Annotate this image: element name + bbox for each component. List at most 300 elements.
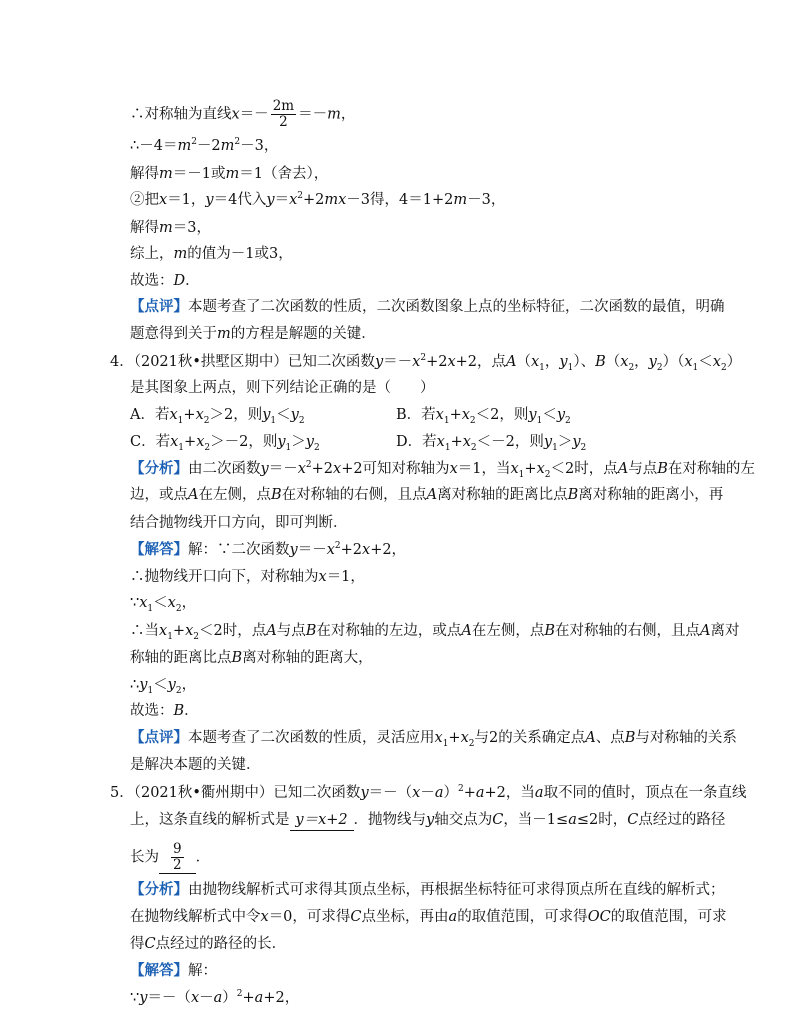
text-run: + (463, 785, 476, 801)
text-run: x (434, 730, 443, 746)
text-run: 长为 (130, 849, 159, 866)
text-run: y (426, 812, 435, 828)
text-run: 点坐标，再由 (361, 909, 449, 925)
superscript: 2 (457, 784, 464, 795)
text-run: 是其图象上两点，则下列结论正确的是（ ） (130, 380, 435, 396)
text-run: mx (324, 192, 347, 208)
subscript: 1 (177, 415, 184, 426)
fraction-denominator: 2 (271, 114, 296, 130)
text-run: m (225, 166, 240, 182)
text-run: C (492, 812, 504, 828)
text-run: ＝3， (172, 220, 211, 236)
text-run: x (326, 542, 335, 558)
section-tag: 【解答】 (130, 541, 188, 558)
text-run: +2，点 (455, 354, 506, 370)
text-run: y (139, 677, 148, 693)
text-run: B (270, 487, 282, 503)
text-run: 的取值范围，可求得 (457, 909, 588, 925)
text-run: x (170, 434, 179, 450)
answer-line (130, 648, 373, 668)
analysis-line (130, 880, 725, 900)
text-run: 故选： (130, 273, 174, 289)
text-run: y (289, 542, 298, 558)
text-run: y (260, 461, 269, 477)
subscript: 2 (656, 362, 663, 373)
text-run: x (297, 461, 306, 477)
text-run: y (205, 192, 214, 208)
text-run: C (627, 812, 639, 828)
subscript: 2 (580, 442, 587, 453)
text-run: － (420, 785, 435, 801)
fraction-denominator: 2 (173, 857, 182, 873)
text-run: 解：∵二次函数 (188, 542, 290, 558)
subscript: 2 (193, 631, 199, 642)
text-run: ＝－ (268, 461, 298, 477)
text-run: y (374, 354, 384, 370)
text-run: x (510, 461, 519, 477)
subscript: 2 (720, 362, 727, 373)
text-run: ∴当 (130, 623, 159, 639)
text-run: 在对称轴的左 (667, 461, 755, 477)
text-run: ＝0，可求得 (268, 909, 351, 925)
text-run: x (449, 461, 458, 477)
text-run: 点经过的路径 (638, 812, 726, 828)
text-run: OC (587, 909, 611, 925)
text-run: y (290, 407, 299, 423)
text-run: x (190, 990, 200, 1006)
solution-line (130, 244, 293, 264)
text-run: 由抛物线解析式可求得其顶点坐标，再根据坐标特征可求得顶点所在直线的解析式； (188, 882, 725, 898)
text-run: a (254, 990, 264, 1006)
subscript: 2 (313, 442, 320, 453)
text-run: ＜－2，则 (476, 434, 544, 450)
text-run: x (530, 354, 540, 370)
answer-line (130, 701, 199, 721)
text-run: ＝ (274, 192, 290, 208)
text-run: 轴交点为 (434, 812, 493, 828)
text-run: ＝－ (298, 106, 328, 123)
text-run: m (173, 246, 188, 262)
comment-line (130, 755, 261, 775)
text-run: 在对称轴的左边，或点 (316, 623, 462, 639)
subscript: 1 (692, 362, 699, 373)
option-b (396, 405, 571, 425)
option-a (130, 405, 305, 425)
text-run: x (435, 407, 444, 423)
comment-line (130, 728, 737, 748)
text-run: B (595, 354, 606, 370)
text-run: A (700, 623, 711, 639)
answer-line (130, 593, 196, 613)
text-run: ＝1，当 (457, 461, 511, 477)
text-run: B (544, 623, 556, 639)
subscript: 1 (539, 362, 545, 373)
text-run: a (434, 785, 444, 801)
text-run: a (534, 785, 544, 801)
text-run: a (568, 812, 577, 828)
text-run: x (536, 461, 545, 477)
text-run: m (327, 106, 341, 123)
text-run: x (460, 730, 469, 746)
text-run: + (450, 434, 463, 450)
text-run: B (305, 623, 317, 639)
subscript: 1 (444, 442, 451, 453)
text-run: y (167, 677, 176, 693)
superscript: 2 (305, 460, 312, 471)
superscript: 2 (191, 137, 197, 148)
subscript: 2 (298, 415, 305, 426)
text-run: ＜ (153, 595, 168, 611)
text-run: x (289, 192, 298, 208)
subscript: 2 (628, 362, 635, 373)
text-run: A (461, 623, 472, 639)
fraction-numerator: 9 (173, 841, 182, 857)
text-run: y (559, 354, 568, 370)
question-4-stem (130, 378, 435, 398)
text-run: B．若 (396, 407, 436, 423)
text-run: （ (605, 354, 621, 370)
text-run: x (712, 354, 721, 370)
text-run: A (617, 461, 629, 477)
text-run: ＝1， (326, 569, 365, 585)
subscript: 1 (518, 469, 525, 480)
subscript: 2 (175, 603, 182, 614)
text-run: －3， (240, 138, 279, 154)
text-run: B (231, 650, 243, 666)
text-run: ＜ (542, 407, 557, 423)
text-run: 本题考查了二次函数的性质，二次函数图象上点的坐标特征，二次函数的最值，明确 (188, 299, 725, 315)
text-run: ＜2，则 (475, 407, 529, 423)
text-run: + (524, 461, 537, 477)
text-run: + (172, 623, 186, 639)
text-run: 与对称轴的关系 (635, 730, 737, 746)
text-run: a (448, 909, 458, 925)
text-run: ＞ (557, 434, 573, 450)
text-run: x (412, 785, 421, 801)
text-run: ， (181, 595, 197, 611)
text-run: ＝4代入 (213, 192, 267, 208)
text-run: ）（ (662, 354, 685, 370)
subscript: 1 (285, 442, 292, 453)
text-run: +2， (370, 542, 407, 558)
text-run: x (169, 407, 178, 423)
text-run: ＝－（ (147, 990, 191, 1006)
text-run: 题意得到关于 (130, 326, 217, 342)
text-run: 称轴的距离比点 (130, 650, 232, 666)
text-run: x (231, 106, 240, 123)
text-run: ＜ (276, 407, 291, 423)
text-run: x (318, 569, 327, 585)
text-run: x (461, 407, 470, 423)
text-run: x (620, 354, 629, 370)
text-run: 、点 (595, 730, 625, 746)
text-run: a (475, 785, 485, 801)
section-tag: 【点评】 (130, 298, 188, 315)
text-run: 在抛物线解析式中令 (130, 909, 261, 925)
text-run: x (684, 354, 693, 370)
text-run: ，当－1≤ (503, 812, 569, 828)
text-run: 上，这条直线的解析式是 (130, 812, 290, 828)
text-run: m (220, 138, 235, 154)
text-run: ＞2，则 (209, 407, 263, 423)
subscript: 1 (167, 631, 173, 642)
text-run: ∵ (130, 990, 140, 1006)
subscript: 1 (442, 738, 449, 749)
text-run: ） (443, 785, 458, 801)
text-run: x (333, 461, 342, 477)
text-run: 解： (188, 963, 217, 979)
section-tag: 【分析】 (130, 460, 188, 477)
text-run: m (453, 192, 468, 208)
text-run: m (177, 138, 192, 154)
section-tag: 【解答】 (130, 962, 188, 979)
text-run: 点经过的路径的长． (155, 936, 287, 952)
subscript: 2 (565, 415, 571, 426)
answer-line (130, 675, 196, 695)
superscript: 2 (420, 353, 427, 364)
text-run: x (159, 623, 168, 639)
text-run: 离对称轴的距离小，再 (578, 487, 724, 503)
text-run: 解得 (130, 220, 159, 236)
text-run: A (266, 623, 277, 639)
text-run: +2 (311, 461, 333, 477)
text-run: ． (195, 849, 211, 866)
text-run: D．若 (396, 434, 437, 450)
text-run: ， (544, 354, 560, 370)
solution-line (130, 271, 200, 291)
text-run: y (305, 434, 314, 450)
text-run: y (360, 785, 369, 801)
text-run: 在左侧，点 (471, 623, 545, 639)
text-run: a (213, 990, 223, 1006)
text-run: ＝－1或 (172, 166, 226, 182)
text-run: 的方程是解题的关键． (230, 326, 376, 342)
text-run: 是解决本题的关键． (130, 757, 261, 773)
text-run: +2 (426, 354, 448, 370)
solution-line (130, 136, 278, 156)
text-run: ）、 (573, 354, 596, 370)
text-run: m (217, 326, 231, 342)
answer-blank (159, 842, 196, 874)
text-run: 边，或点 (130, 487, 188, 503)
text-run: 本题考查了二次函数的性质，灵活应用 (188, 730, 435, 746)
answer-blank: y＝x+2 (290, 810, 354, 831)
text-run: A．若 (130, 407, 170, 423)
text-run: 得 (130, 936, 145, 952)
subscript: 2 (175, 685, 182, 696)
analysis-line (130, 934, 286, 954)
text-run: B (624, 730, 636, 746)
text-run: ） (726, 354, 742, 370)
text-run: 综上， (130, 246, 174, 262)
text-run: 取不同的值时，顶点在一条直线 (543, 785, 747, 801)
subscript: 1 (270, 415, 277, 426)
text-run: 与点 (628, 461, 658, 477)
text-run: +2，当 (484, 785, 535, 801)
text-run: ＝－ (383, 354, 413, 370)
text-run: ＝1， (167, 192, 206, 208)
text-run: 在左侧，点 (198, 487, 271, 503)
text-run: A (585, 730, 596, 746)
answer-line (130, 961, 217, 981)
text-run: ＞－2，则 (210, 434, 278, 450)
text-run: ≤2时， (576, 812, 628, 828)
text-run: 的取值范围，可求 (610, 909, 727, 925)
subscript: 2 (469, 415, 476, 426)
text-run: m (159, 166, 173, 182)
text-run: ＝－ (297, 542, 327, 558)
text-run: y (543, 434, 553, 450)
option-d (396, 432, 586, 452)
comment-line (130, 324, 376, 344)
analysis-line (130, 513, 348, 533)
text-run: x (436, 434, 445, 450)
text-run: C (350, 909, 362, 925)
text-run: +2可知对称轴为 (341, 461, 450, 477)
subscript: 2 (204, 442, 211, 453)
text-run: + (448, 730, 461, 746)
subscript: 1 (443, 415, 450, 426)
fraction (171, 842, 184, 873)
text-run: y (528, 407, 537, 423)
text-run: ＞ (291, 434, 306, 450)
text-run: 的值为－1或3， (187, 246, 293, 262)
solution-line (130, 99, 355, 130)
fraction (271, 99, 296, 130)
text-run: + (242, 990, 255, 1006)
text-run: x (159, 192, 168, 208)
text-run: 结合抛物线开口方向，即可判断． (130, 515, 348, 531)
section-tag: 【点评】 (130, 729, 188, 746)
question-5-stem (110, 783, 747, 803)
text-run: A (506, 354, 517, 370)
text-run: 解得 (130, 166, 159, 182)
option-c (130, 432, 320, 452)
superscript: 2 (236, 989, 243, 1000)
text-run: +2， (263, 990, 300, 1006)
text-run: ②把 (130, 192, 159, 208)
text-run: +2 (302, 192, 325, 208)
text-run: ．抛物线与 (353, 812, 426, 828)
subscript: 2 (470, 442, 477, 453)
analysis-line (130, 485, 723, 505)
text-run: －2 (196, 138, 221, 154)
text-run: y (556, 407, 566, 423)
question-5-stem (130, 810, 725, 831)
subscript: 2 (468, 738, 475, 749)
text-run: + (449, 407, 462, 423)
solution-line (130, 190, 505, 210)
subscript: 1 (552, 442, 558, 453)
solution-line (130, 218, 211, 238)
text-run: m (159, 220, 173, 236)
comment-line (130, 297, 725, 317)
text-run: B (567, 487, 579, 503)
subscript: 1 (147, 603, 154, 614)
text-run: 在对称轴的右侧，且点 (281, 487, 427, 503)
text-run: ） (222, 990, 237, 1006)
text-run: ∴抛物线开口向下，对称轴为 (130, 569, 319, 585)
text-run: ∴－4＝ (130, 138, 178, 154)
superscript: 2 (234, 137, 241, 148)
text-run: ＜2时，点 (199, 623, 267, 639)
text-run: A (426, 487, 438, 503)
text-run: y (139, 990, 148, 1006)
text-run: 故选： (130, 703, 174, 719)
text-run: x (260, 909, 269, 925)
text-run: 与2的关系确定点 (474, 730, 586, 746)
answer-line (130, 988, 299, 1008)
text-run: （ (516, 354, 531, 370)
text-run: 由二次函数 (188, 461, 261, 477)
text-run: x (447, 354, 456, 370)
question-4-stem (110, 352, 741, 372)
text-run: C (144, 936, 156, 952)
text-run: x (139, 595, 148, 611)
text-run: 在对称轴的右侧，且点 (555, 623, 701, 639)
analysis-line (130, 459, 755, 479)
text-run: y (277, 434, 286, 450)
text-run: B (173, 703, 185, 719)
text-run: ＝－（ (368, 785, 413, 801)
text-run: y (572, 434, 581, 450)
text-run: ， (340, 106, 356, 123)
subscript: 2 (203, 415, 210, 426)
text-run: y (266, 192, 275, 208)
text-run: 离对称轴的距离大， (242, 650, 373, 666)
text-run: 4．（2021秋•拱墅区期中）已知二次函数 (110, 354, 375, 370)
text-run: 与点 (276, 623, 306, 639)
subscript: 1 (178, 442, 185, 453)
fraction-numerator: 2m (272, 98, 295, 114)
text-run: － (199, 990, 214, 1006)
question-5-stem (130, 842, 210, 874)
text-run: ． (185, 273, 200, 289)
text-run: －3， (467, 192, 506, 208)
text-run: ＜ (153, 677, 168, 693)
text-run: ∵ (130, 595, 140, 611)
text-run: x (196, 434, 205, 450)
analysis-line (130, 907, 727, 927)
solution-line (130, 164, 328, 184)
text-run: 离对称轴的距离比点 (437, 487, 568, 503)
text-run: ． (184, 703, 199, 719)
answer-line (130, 567, 365, 587)
text-run: 离对 (710, 623, 740, 639)
text-run: + (184, 434, 197, 450)
superscript: 2 (334, 541, 341, 552)
text-run: y (648, 354, 657, 370)
text-run: －3得，4＝1+2 (346, 192, 454, 208)
text-run: ＝1（舍去）， (239, 166, 329, 182)
section-tag: 【分析】 (130, 881, 188, 898)
text-run: + (183, 407, 196, 423)
text-run: ＜2时，点 (550, 461, 618, 477)
text-run: ， (634, 354, 649, 370)
text-run: y (262, 407, 271, 423)
text-run: x (185, 623, 194, 639)
text-run: ， (181, 677, 197, 693)
text-run: ＝－ (239, 106, 269, 123)
subscript: 1 (147, 685, 154, 696)
subscript: 2 (544, 469, 551, 480)
answer-line (130, 621, 740, 641)
text-run: ＜ (698, 354, 713, 370)
text-run: ∴ (130, 677, 140, 693)
text-run: +2 (340, 542, 362, 558)
text-run: ∴对称轴为直线 (130, 106, 232, 123)
text-run: 5．（2021秋•衢州期中）已知二次函数 (110, 785, 361, 801)
